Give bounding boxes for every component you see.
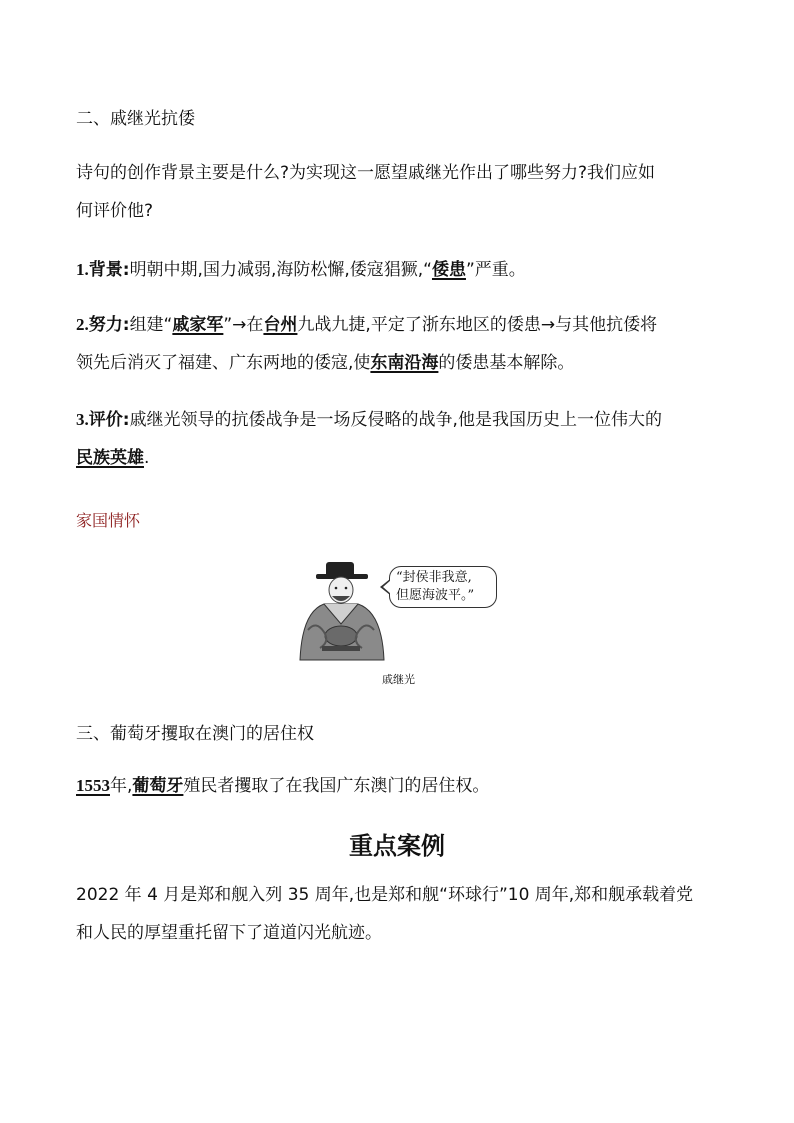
key-term: 戚家军 [172, 315, 224, 335]
point-text: ”严重。 [465, 260, 526, 280]
qi-jiguang-portrait [294, 560, 389, 664]
point-text: 戚继光领导的抗倭战争是一场反侵略的战争,他是我国历史上一位伟大的 [129, 410, 662, 430]
question-line-2: 何评价他? [76, 201, 154, 221]
case-line-1: 2022 年 4 月是郑和舰入列 35 周年,也是郑和舰“环球行”10 周年,郑和舰承载着党 [76, 885, 694, 905]
section3-text [76, 767, 726, 805]
section3-text-part: 殖民者攫取了在我国广东澳门的居住权。 [183, 776, 490, 796]
point-number: 2. [76, 315, 89, 334]
key-year: 1553 [76, 776, 110, 795]
section3-text-part: 年, [110, 776, 133, 796]
case-title: 重点案例 [349, 832, 445, 860]
question-line-1: 诗句的创作背景主要是什么?为实现这一愿望戚继光作出了哪些努力?我们应如 [76, 163, 656, 183]
speech-line-1: “封侯非我意, [396, 570, 472, 585]
key-term: 民族英雄 [76, 448, 144, 468]
point-text: ”→在 [223, 315, 264, 335]
section2-heading: 二、戚继光抗倭 [76, 109, 195, 129]
key-term: 葡萄牙 [132, 776, 184, 796]
point-text: 明朝中期,国力减弱,海防松懈,倭寇猖獗,“ [129, 260, 432, 280]
feature-label: 家国情怀 [76, 511, 141, 530]
point-background [76, 251, 726, 289]
point-evaluation [76, 401, 726, 477]
section3-heading: 三、葡萄牙攫取在澳门的居住权 [76, 724, 314, 744]
point-effort-line-2 [76, 344, 726, 382]
question [76, 154, 726, 230]
key-term: 东南沿海 [370, 353, 439, 373]
speech-bubble [389, 566, 497, 608]
point-evaluation-line-1 [76, 401, 726, 439]
point-text: 领先后消灭了福建、广东两地的倭寇,使 [76, 353, 371, 373]
point-label: 背景: [88, 260, 130, 280]
figure-caption: 戚继光 [382, 673, 415, 686]
point-effort-line-1 [76, 306, 726, 344]
key-term: 倭患 [431, 260, 466, 280]
point-label: 评价: [88, 410, 130, 430]
speech-line-2: 但愿海波平。” [396, 588, 475, 603]
point-label: 努力: [88, 315, 130, 335]
key-term: 台州 [263, 315, 298, 335]
case-text [76, 876, 726, 952]
point-number: 3. [76, 410, 89, 429]
point-effort [76, 306, 726, 382]
point-text: 组建“ [129, 315, 173, 335]
point-text: 的倭患基本解除。 [438, 353, 575, 373]
point-number: 1. [76, 260, 89, 279]
point-text: 九战九捷,平定了浙东地区的倭患→与其他抗倭将 [297, 315, 658, 335]
point-text: . [144, 448, 150, 468]
qi-jiguang-figure [294, 560, 504, 664]
case-line-2: 和人民的厚望重托留下了道道闪光航迹。 [76, 923, 382, 943]
point-evaluation-line-2 [76, 439, 726, 477]
